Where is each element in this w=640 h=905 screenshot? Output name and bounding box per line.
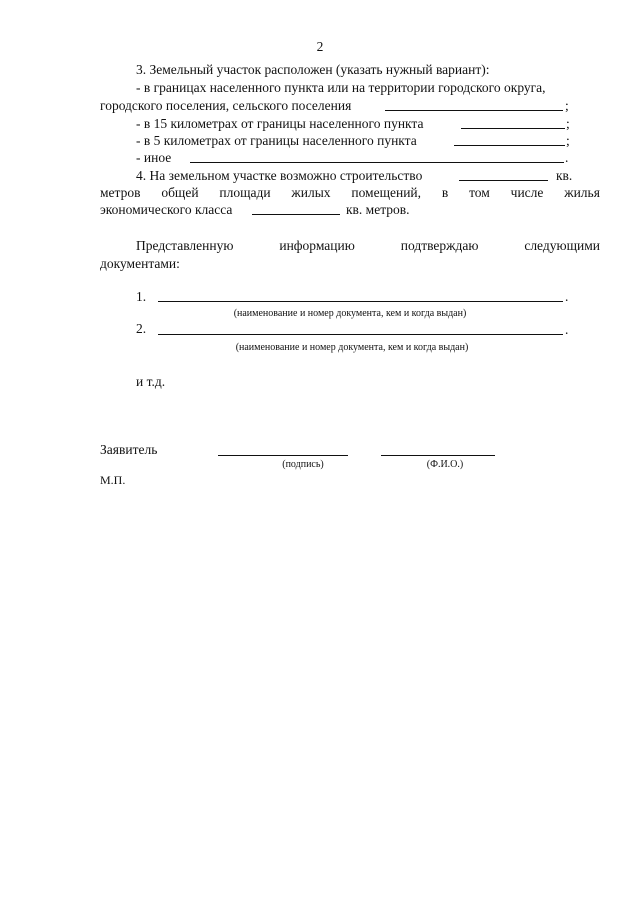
section4-line3-start: экономического класса <box>100 202 233 217</box>
section4-line3-end: кв. метров. <box>346 202 410 217</box>
word: помещений, <box>351 185 422 200</box>
stamp-label: М.П. <box>100 473 126 487</box>
word: том <box>469 185 490 200</box>
option1-blank-line[interactable] <box>385 110 563 111</box>
option4-period: . <box>565 150 569 165</box>
option3-semicolon: ; <box>566 133 570 148</box>
option1-semicolon: ; <box>565 98 569 113</box>
section4-line1: 4. На земельном участке возможно строительство <box>136 168 423 183</box>
section3-option4: - иное <box>136 150 172 165</box>
document-1-caption: (наименование и номер документа, кем и когда выдан) <box>233 308 467 319</box>
option2-semicolon: ; <box>566 116 570 131</box>
document-2-caption: (наименование и номер документа, кем и когда выдан) <box>235 342 469 353</box>
applicant-label: Заявитель <box>100 442 158 457</box>
option2-blank-line[interactable] <box>461 128 565 129</box>
section3-option1-line1: - в границах населенного пункта или на территории городского округа, <box>136 80 546 95</box>
document-2-blank-line[interactable] <box>158 334 563 335</box>
word: жилья <box>564 185 600 200</box>
word: подтверждаю <box>400 238 479 253</box>
section4-economy-blank[interactable] <box>252 214 340 215</box>
word: общей <box>161 185 199 200</box>
signature-caption: (подпись) <box>282 459 324 470</box>
option4-blank-line[interactable] <box>190 162 564 163</box>
section4-line2 <box>100 185 600 201</box>
section3-heading: 3. Земельный участок расположен (указать нужный вариант): <box>136 62 490 77</box>
name-blank-line[interactable] <box>381 455 495 456</box>
word: метров <box>100 185 141 200</box>
document-2-number: 2. <box>136 321 147 336</box>
word: числе <box>510 185 544 200</box>
signature-blank-line[interactable] <box>218 455 348 456</box>
document-1-period: . <box>565 289 569 304</box>
option3-blank-line[interactable] <box>454 145 565 146</box>
word: жилых <box>291 185 331 200</box>
section3-option2: - в 15 километрах от границы населенного пункта <box>136 116 424 131</box>
word: следующими <box>524 238 600 253</box>
confirmation-line2: документами: <box>100 256 180 271</box>
document-2-period: . <box>565 322 569 337</box>
word: информацию <box>279 238 355 253</box>
etc-text: и т.д. <box>136 374 166 389</box>
name-caption: (Ф.И.О.) <box>426 459 464 470</box>
document-1-blank-line[interactable] <box>158 301 563 302</box>
word: в <box>441 185 449 200</box>
document-1-number: 1. <box>136 289 147 304</box>
section4-area-blank[interactable] <box>459 180 548 181</box>
section3-option1-line2: городского поселения, сельского поселения <box>100 98 352 113</box>
word: площади <box>219 185 271 200</box>
section4-unit: кв. <box>556 168 573 183</box>
word: Представленную <box>136 238 234 253</box>
page-number: 2 <box>316 39 324 54</box>
confirmation-line1 <box>136 238 600 254</box>
section3-option3: - в 5 километрах от границы населенного пункта <box>136 133 417 148</box>
